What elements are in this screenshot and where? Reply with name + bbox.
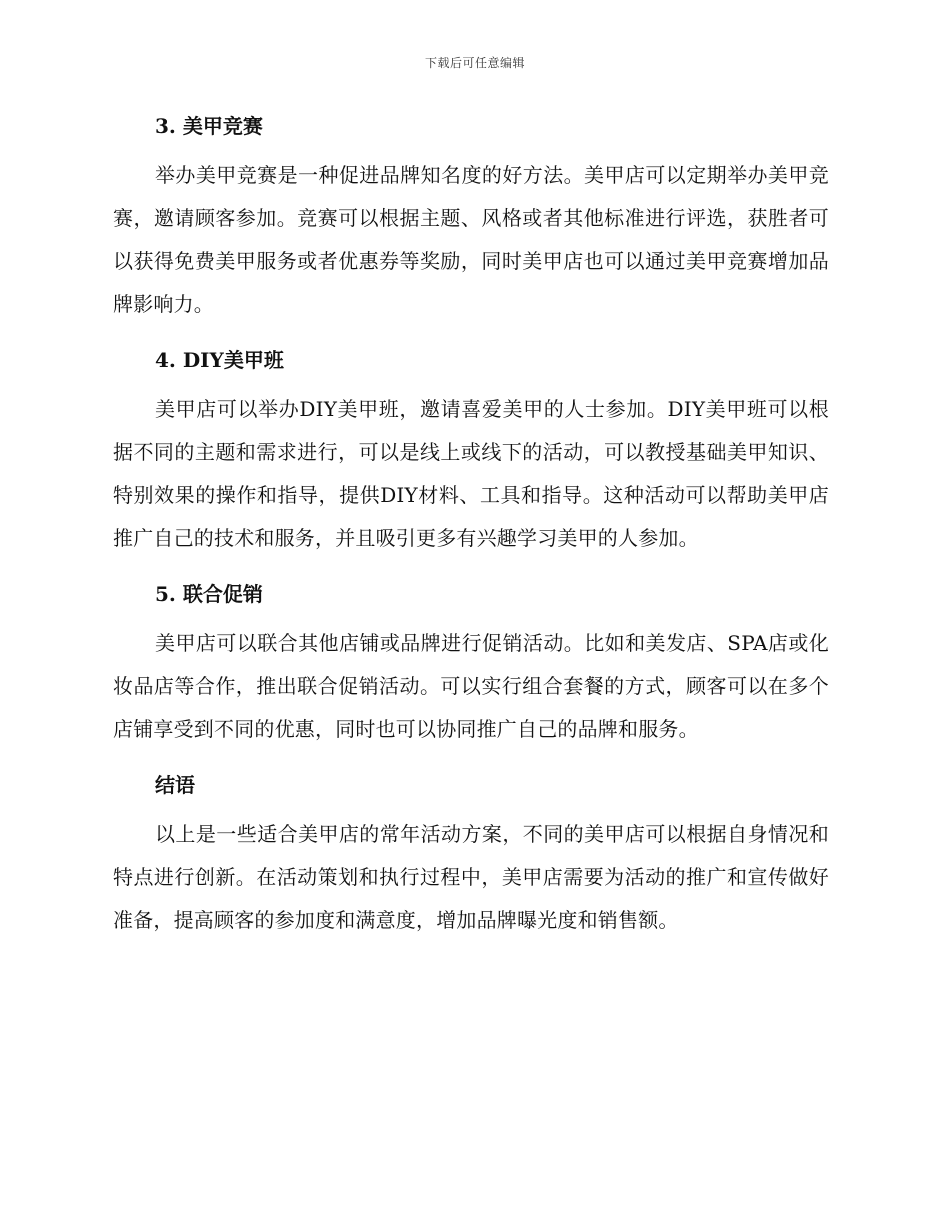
section-paragraph-joint-promotion: 美甲店可以联合其他店铺或品牌进行促销活动。比如和美发店、SPA店或化妆品店等合作，推出联合促销活动。可以实行组合套餐的方式，顾客可以在多个店铺享受到不同的优惠，同时也可以协同推广自己的品牌和服务。 <box>113 631 829 741</box>
section-heading-diy-class: 4. DIY美甲班 <box>155 348 284 372</box>
section-paragraph-contest: 举办美甲竞赛是一种促进品牌知名度的好方法。美甲店可以定期举办美甲竞赛，邀请顾客参加。竞赛可以根据主题、风格或者其他标准进行评选，获胜者可以获得免费美甲服务或者优惠券等奖励，同时美甲店也可以通过美甲竞赛增加品牌影响力。 <box>113 163 829 316</box>
page-header: 下载后可任意编辑 <box>424 56 525 70</box>
section-paragraph-conclusion: 以上是一些适合美甲店的常年活动方案，不同的美甲店可以根据自身情况和特点进行创新。在活动策划和执行过程中，美甲店需要为活动的推广和宣传做好准备，提高顾客的参加度和满意度，增加品牌曝光度和销售额。 <box>113 822 829 932</box>
section-heading-joint-promotion: 5. 联合促销 <box>155 582 263 606</box>
section-paragraph-diy-class: 美甲店可以举办DIY美甲班，邀请喜爱美甲的人士参加。DIY美甲班可以根据不同的主题和需求进行，可以是线上或线下的活动，可以教授基础美甲知识、特别效果的操作和指导，提供DIY材料、工具和指导。这种活动可以帮助美甲店推广自己的技术和服务，并且吸引更多有兴趣学习美甲的人参加。 <box>113 397 829 550</box>
document-body <box>113 108 829 942</box>
section-heading-conclusion: 结语 <box>155 773 195 797</box>
section-heading-contest: 3. 美甲竞赛 <box>155 114 263 138</box>
